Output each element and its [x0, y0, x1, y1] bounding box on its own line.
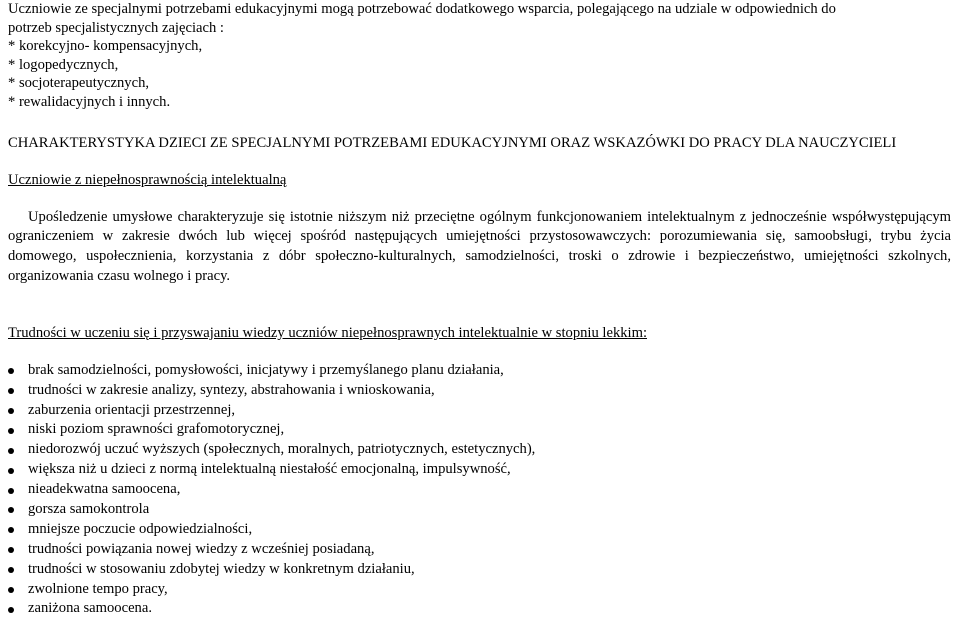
intro-line: Uczniowie ze specjalnymi potrzebami edukacyjnymi mogą potrzebować dodatkowego wsparcia, polegającego na udziale w odpowiednich do [8, 1, 836, 17]
list-item [8, 440, 951, 460]
intro-block [8, 0, 951, 112]
paragraph [8, 208, 951, 287]
list-item [8, 480, 951, 500]
list-item-text: trudności w stosowaniu zdobytej wiedzy w konkretnym działaniu, [28, 560, 415, 577]
list-item [8, 560, 951, 580]
list-item [8, 381, 951, 401]
list-item [8, 580, 951, 600]
intro-line: potrzeb specjalistycznych zajęciach : [8, 19, 224, 36]
list-item-text: mniejsze poczucie odpowiedzialności, [28, 520, 253, 537]
list-item [8, 599, 951, 619]
list-item-text: niski poziom sprawności grafomotorycznej, [28, 421, 285, 438]
section-heading: CHARAKTERYSTYKA DZIECI ZE SPECJALNYMI POTRZEBAMI EDUKACYJNYMI ORAZ WSKAZÓWKI DO PRACY DLA NAUCZYCIELI [8, 134, 897, 151]
list-item-text: nieadekwatna samoocena, [28, 481, 181, 498]
list-item-text: trudności w zakresie analizy, syntezy, abstrahowania i wnioskowania, [28, 381, 435, 398]
difficulties-heading: Trudności w uczeniu się i przyswajaniu wiedzy uczniów niepełnosprawnych intelektualnie w stopniu lekkim: [8, 324, 648, 341]
list-item [8, 460, 951, 480]
list-item [8, 500, 951, 520]
bullet-icon [8, 448, 14, 454]
bullet-icon [8, 507, 14, 513]
list-item [8, 401, 951, 421]
list-item [8, 520, 951, 540]
intro-line: * korekcyjno- kompensacyjnych, [8, 38, 203, 55]
bullet-icon [8, 428, 14, 434]
list-item-text: niedorozwój uczuć wyższych (społecznych, moralnych, patriotycznych, estetycznych), [28, 441, 536, 458]
difficulties-list [8, 361, 951, 619]
list-item-text: zaburzenia orientacji przestrzennej, [28, 401, 236, 418]
bullet-icon [8, 388, 14, 394]
bullet-icon [8, 527, 14, 533]
bullet-icon [8, 547, 14, 553]
list-item-text: brak samodzielności, pomysłowości, inicjatywy i przemyślanego planu działania, [28, 361, 504, 378]
intro-line: * rewalidacyjnych i innych. [8, 93, 171, 110]
bullet-icon [8, 408, 14, 414]
list-item-text: zaniżona samoocena. [28, 600, 152, 617]
list-item-text: zwolnione tempo pracy, [28, 580, 168, 597]
intro-line: * logopedycznych, [8, 56, 119, 73]
paragraph-text: Upośledzenie umysłowe charakteryzuje się istotnie niższym niż przeciętne ogólnym funkcjonowaniem intelektualnym z jednocześnie współwystępującym ograniczeniem w zakresie dwóch lub więcej spośród następujących umiejętności przystosowawczych: porozumiewania się, samoobsługi, trybu życia domowego, uspołecznienia, korzystania z dóbr społeczno-kulturalnych, samodzielności, troski o zdrowie i bezpieczeństwo, umiejętności szkolnych, organizowania czasu wolnego i pracy. [8, 208, 951, 284]
bullet-icon [8, 488, 14, 494]
intro-line: * socjoterapeutycznych, [8, 75, 150, 92]
bullet-icon [8, 587, 14, 593]
bullet-icon [8, 368, 14, 374]
list-item [8, 420, 951, 440]
list-item-text: większa niż u dzieci z normą intelektualną niestałość emocjonalną, impulsywność, [28, 461, 511, 478]
subheading: Uczniowie z niepełnosprawnością intelektualną [8, 171, 287, 188]
bullet-icon [8, 468, 14, 474]
list-item-text: trudności powiązania nowej wiedzy z wcześniej posiadaną, [28, 540, 375, 557]
list-item [8, 540, 951, 560]
list-item-text: gorsza samokontrola [28, 500, 150, 517]
list-item [8, 361, 951, 381]
bullet-icon [8, 567, 14, 573]
